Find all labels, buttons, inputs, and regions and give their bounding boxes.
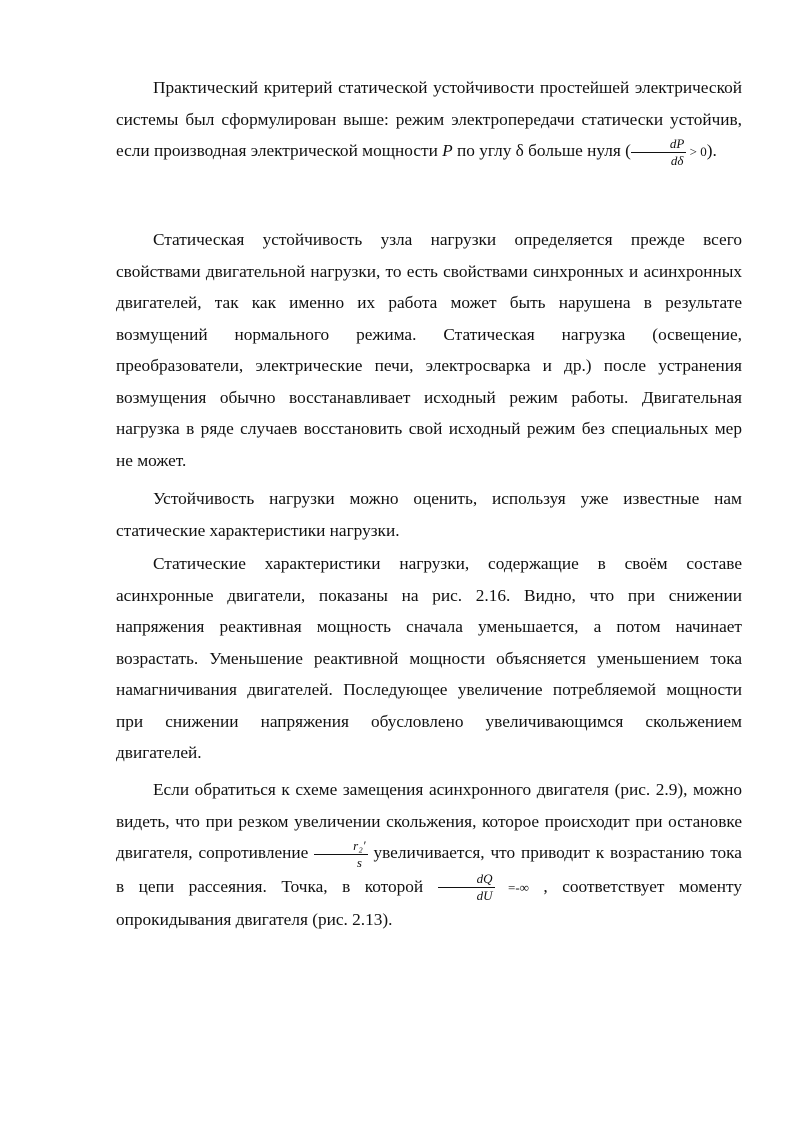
paragraph-5-text-mid: увеличивается, что приводит к возрастанию тока в цепи рассеяния. Точка, в которой	[116, 843, 742, 896]
relation-minus-infinity: =-∞	[494, 879, 529, 895]
relation-gt-zero: > 0	[686, 144, 707, 159]
paragraph-1-text-before: Практический критерий статической устойчивости простейшей электрической системы был сформулирован выше: режим электропередачи статически устойчив, если производная электрической мощности	[116, 78, 742, 160]
derivative-dp-ddelta	[631, 136, 686, 169]
derivative-dq-du	[438, 871, 495, 904]
fraction-denominator: dU	[476, 888, 493, 904]
paragraph-3: Устойчивость нагрузки можно оценить, используя уже известные нам статические характеристики нагрузки.	[116, 489, 742, 540]
paragraph-2: Статическая устойчивость узла нагрузки определяется прежде всего свойствами двигательной нагрузки, то есть свойствами синхронных и асинхронных двигателей, так как именно их работа может быть нарушена в результате возмущений нормального режима. Статическая нагрузка (освещение, преобразователи, электрические печи, электросварка и др.) после устранения возмущения обычно восстанавливает исходный режим работы. Двигательная нагрузка в ряде случаев восстановить свой исходный режим без специальных мер не может.	[116, 230, 742, 470]
fraction-numerator: r₂′	[314, 838, 367, 855]
paragraph-1	[116, 72, 742, 169]
paragraph-4: Статические характеристики нагрузки, содержащие в своём составе асинхронные двигатели, показаны на рис. 2.16. Видно, что при снижении напряжения реактивная мощность сначала уменьшается, а потом начинает возрастать. Уменьшение реактивной мощности объясняется уменьшением тока намагничивания двигателей. Последующее увеличение потребляемой мощности при снижении напряжения обусловлено увеличивающимся скольжением двигателей.	[116, 554, 742, 762]
variable-p: P	[442, 141, 453, 160]
paragraph-5-text-before: Если обратиться к схеме замещения асинхронного двигателя (рис. 2.9), можно видеть, что при резком увеличении скольжения, которое происходит при остановке двигателя, сопротивление	[116, 780, 742, 862]
paragraph-5	[116, 774, 742, 936]
paragraph-5-text-after: , соответствует моменту опрокидывания двигателя (рис. 2.13).	[116, 876, 742, 930]
fraction-r2-over-s	[314, 838, 367, 871]
fraction-numerator: dQ	[438, 871, 495, 888]
paragraph-1-text-after: ).	[706, 141, 717, 160]
fraction-denominator: s	[356, 854, 362, 870]
paragraph-1-text-mid: по углу δ больше нуля (	[452, 141, 631, 160]
fraction-numerator: dP	[631, 136, 686, 153]
fraction-denominator: dδ	[670, 152, 684, 168]
